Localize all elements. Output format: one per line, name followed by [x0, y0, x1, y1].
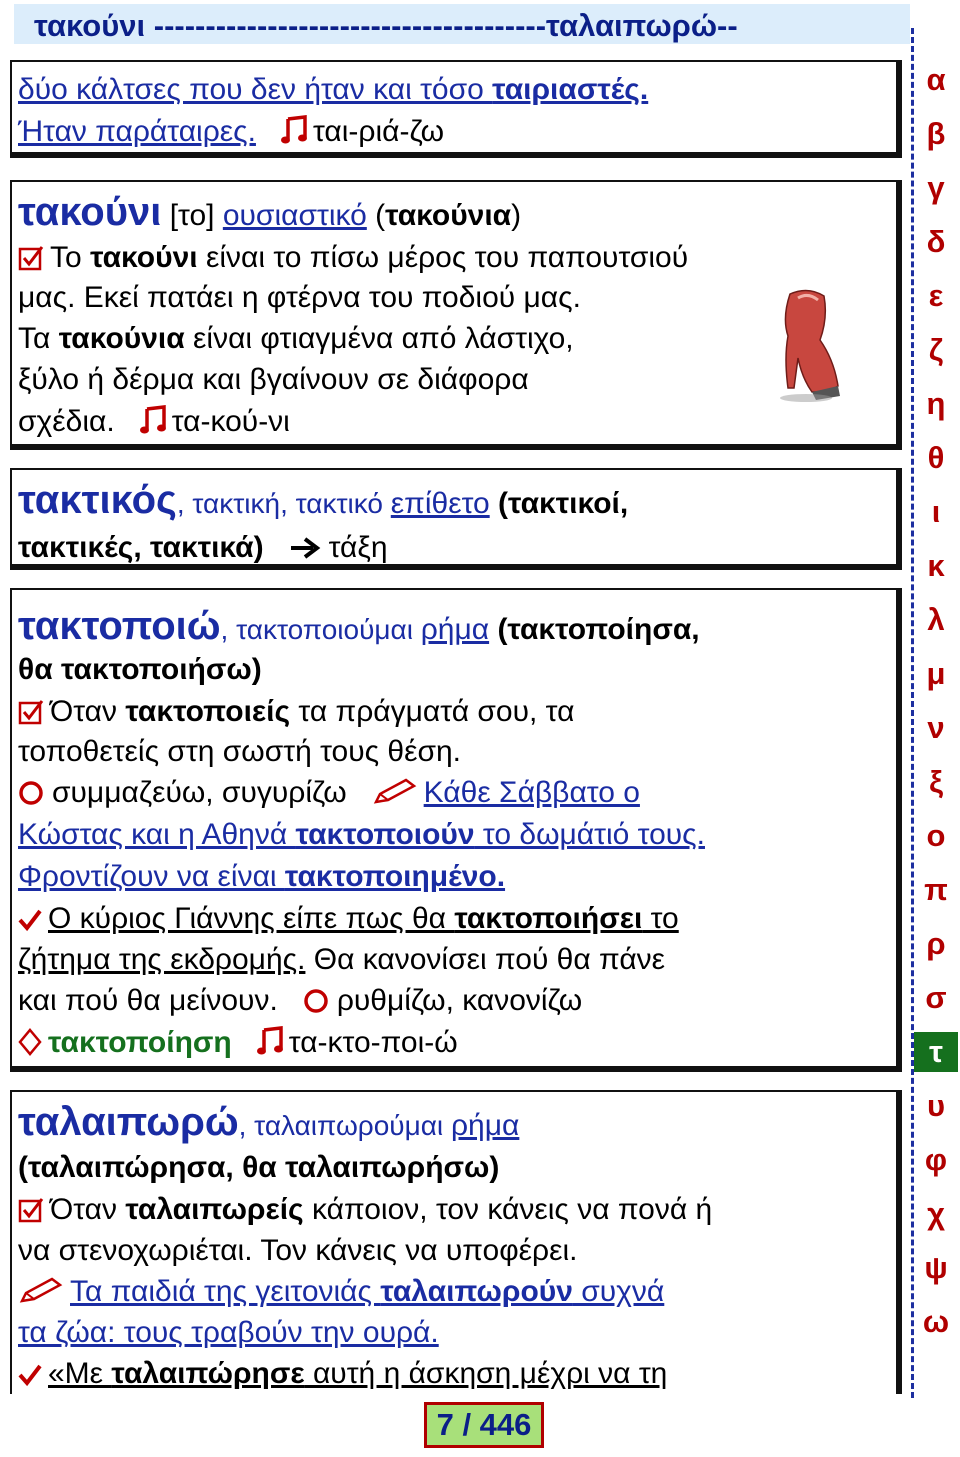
- taktopoio-synonyms: [18, 775, 640, 815]
- def-text: Όταν: [50, 1193, 126, 1226]
- related-word: τάξη: [328, 531, 388, 564]
- letter-chi[interactable]: χ: [927, 1196, 945, 1231]
- header-title: ταλαιπωρώ--: [546, 8, 738, 43]
- letter-gamma[interactable]: γ: [927, 170, 945, 205]
- letter-kappa[interactable]: κ: [927, 548, 945, 583]
- letter-sigma[interactable]: σ: [925, 980, 947, 1015]
- def-text: κάποιον, τον κάνεις να πονά ή: [303, 1193, 713, 1226]
- word-forms: , τακτική, τακτικό: [176, 488, 391, 519]
- letter-pi[interactable]: π: [924, 872, 948, 907]
- keyword: τακούνι: [90, 241, 198, 274]
- previous-line-1: [18, 72, 648, 108]
- def-text: Τα: [18, 322, 59, 355]
- example-text: Θα κανονίσει πού θα πάνε: [305, 943, 666, 976]
- letter-delta[interactable]: δ: [926, 224, 946, 259]
- taktopoio-example-2: [18, 817, 705, 853]
- syllables: τα-κού-νι: [171, 405, 290, 438]
- letter-psi[interactable]: ψ: [924, 1250, 948, 1285]
- example-text: Φροντίζουν να είναι: [18, 860, 285, 893]
- talaiporo-def-2: να στενοχωριέται. Τον κάνεις να υποφέρει.: [18, 1234, 578, 1267]
- part-of-speech: ρήμα: [420, 613, 490, 646]
- example-text: Τα παιδιά της γειτονιάς: [70, 1275, 381, 1308]
- example-keyword: ταλαιπώρησε: [111, 1357, 305, 1390]
- takouni-def-1: [18, 240, 688, 280]
- letter-eta[interactable]: η: [926, 386, 946, 421]
- def-text: Το: [50, 241, 91, 274]
- derivative-word: τακτοποίηση: [48, 1026, 232, 1059]
- plural-form: τακτικές, τακτικά): [18, 531, 264, 564]
- pencil-icon: [18, 1277, 64, 1314]
- checkbox-icon: [18, 1196, 44, 1232]
- syllables: τα-κτο-ποι-ώ: [288, 1026, 458, 1059]
- example-text: ζήτημα της εκδρομής.: [18, 943, 306, 976]
- plural-form: τακούνια: [385, 199, 512, 232]
- header-left-word: τακούνι: [34, 8, 146, 43]
- example-text: Κώστας και η Αθηνά: [18, 818, 296, 851]
- def-text: είναι το πίσω μέρος του παπουτσιού: [197, 241, 689, 274]
- page-number: 7 / 446: [424, 1402, 544, 1448]
- letter-epsilon[interactable]: ε: [928, 278, 944, 313]
- arrow-right-icon: [289, 534, 323, 570]
- taktikos-headline: [18, 478, 629, 522]
- taktopoio-example-4: [18, 901, 679, 941]
- talaiporo-example-1: [18, 1274, 664, 1314]
- previous-line-2: [18, 114, 444, 154]
- taktopoio-example-6: [18, 983, 582, 1023]
- word-forms: , ταλαιπωρούμαι: [238, 1110, 451, 1141]
- checkmark-icon: [18, 905, 42, 941]
- article: [το]: [161, 199, 223, 232]
- example-keyword: τακτοποιημένο.: [284, 860, 506, 893]
- keyword: τακτοποιείς: [125, 695, 291, 728]
- letter-upsilon[interactable]: υ: [926, 1088, 946, 1123]
- header-dashes: --------------------------------------: [153, 8, 547, 43]
- letter-rho[interactable]: ρ: [926, 926, 946, 961]
- circle-icon: [18, 779, 46, 815]
- letter-mu[interactable]: μ: [926, 656, 946, 691]
- letter-beta[interactable]: β: [926, 116, 946, 151]
- verb-tenses: (τακτοποίησα,: [489, 613, 700, 646]
- example-text: αυτή η άσκηση μέχρι να τη: [304, 1357, 668, 1390]
- talaiporo-example-3: [18, 1356, 667, 1396]
- paren: (: [366, 199, 386, 232]
- diamond-icon: [18, 1028, 42, 1065]
- takouni-headline: [18, 190, 522, 234]
- talaiporo-example-2: [18, 1315, 439, 1351]
- taktopoio-derivative: [18, 1025, 458, 1065]
- checkbox-icon: [18, 698, 44, 734]
- taktopoio-example-3: [18, 859, 505, 895]
- example-text: συχνά: [572, 1275, 665, 1308]
- letter-omicron[interactable]: ο: [926, 818, 946, 853]
- headword: τακτοποιώ: [18, 604, 221, 648]
- letter-lambda[interactable]: λ: [927, 602, 945, 637]
- talaiporo-def-1: [18, 1192, 712, 1232]
- taktopoio-example-5: [18, 942, 665, 978]
- def-text: είναι φτιαγμένα από λάστιχο,: [184, 322, 574, 355]
- part-of-speech: ουσιαστικό: [222, 199, 367, 232]
- takouni-def-2: μας. Εκεί πατάει η φτέρνα του ποδιού μας.: [18, 281, 581, 314]
- synonyms: ρυθμίζω, κανονίζω: [336, 984, 583, 1017]
- taktopoio-def-2: τοποθετείς στη σωστή τους θέση.: [18, 735, 461, 768]
- letter-alpha[interactable]: α: [926, 62, 946, 97]
- keyword: τακούνια: [58, 322, 185, 355]
- letter-nu[interactable]: ν: [927, 710, 945, 745]
- music-note-icon: [140, 405, 166, 444]
- takouni-def-4: ξύλο ή δέρμα και βγαίνουν σε διάφορα: [18, 363, 529, 396]
- taktikos-line-2: [18, 530, 388, 570]
- letter-iota[interactable]: ι: [931, 494, 941, 529]
- headword: τακτικός: [18, 478, 177, 522]
- syllables: ται-ριά-ζω: [312, 115, 445, 148]
- example-text: «Με: [48, 1357, 112, 1390]
- headword: τακούνι: [18, 190, 162, 234]
- taktopoio-tenses-2: θα τακτοποιήσω): [18, 653, 262, 686]
- plural-form: (τακτικοί,: [489, 487, 629, 520]
- example-text: Ήταν παράταιρες.: [18, 115, 256, 148]
- letter-phi[interactable]: φ: [924, 1142, 948, 1177]
- example-text: Ο κύριος Γιάννης είπε πως θα: [48, 902, 455, 935]
- pencil-icon: [372, 778, 418, 815]
- checkbox-icon: [18, 244, 44, 280]
- example-keyword: ταλαιπωρούν: [380, 1275, 573, 1308]
- takouni-def-5: [18, 404, 290, 444]
- synonyms: συμμαζεύω, συγυρίζω: [52, 776, 347, 809]
- keyword: ταλαιπωρείς: [125, 1193, 304, 1226]
- checkmark-icon: [18, 1360, 42, 1396]
- taktopoio-def-1: [18, 694, 574, 734]
- example-keyword: τακτοποιήσει: [454, 902, 643, 935]
- takouni-def-3: [18, 321, 574, 357]
- music-note-icon: [281, 115, 307, 154]
- page-header: [14, 4, 910, 44]
- part-of-speech: ρήμα: [450, 1109, 520, 1142]
- circle-icon: [303, 987, 331, 1023]
- example-text: δύο κάλτσες που δεν ήταν και τόσο: [18, 73, 493, 106]
- def-text: σχέδια.: [18, 405, 115, 438]
- example-keyword: τακτοποιούν: [295, 818, 475, 851]
- letter-omega[interactable]: ω: [922, 1304, 950, 1339]
- word-forms: , τακτοποιούμαι: [220, 614, 421, 645]
- letter-tau-active[interactable]: τ: [914, 1032, 958, 1072]
- example-text: και πού θα μείνουν.: [18, 984, 278, 1017]
- example-text: Κάθε Σάββατο ο: [423, 776, 640, 809]
- letter-theta[interactable]: θ: [927, 440, 945, 475]
- example-text: τα ζώα: τους τραβούν την ουρά.: [18, 1316, 439, 1349]
- def-text: τα πράγματά σου, τα: [290, 695, 575, 728]
- headword: ταλαιπωρώ: [18, 1100, 239, 1144]
- letter-zeta[interactable]: ζ: [928, 332, 944, 367]
- letter-xi[interactable]: ξ: [929, 764, 943, 799]
- part-of-speech: επίθετο: [390, 487, 490, 520]
- music-note-icon: [257, 1026, 283, 1065]
- talaiporo-headline: [18, 1100, 520, 1144]
- example-text: το: [642, 902, 679, 935]
- example-text: το δωμάτιό τους.: [474, 818, 705, 851]
- taktopoio-headline: [18, 604, 700, 648]
- high-heel-shoe-image: [768, 288, 848, 408]
- example-keyword: ταιριαστές.: [492, 73, 649, 106]
- paren: ): [511, 199, 522, 232]
- def-text: Όταν: [50, 695, 126, 728]
- talaiporo-tenses: (ταλαιπώρησα, θα ταλαιπωρήσω): [18, 1151, 500, 1184]
